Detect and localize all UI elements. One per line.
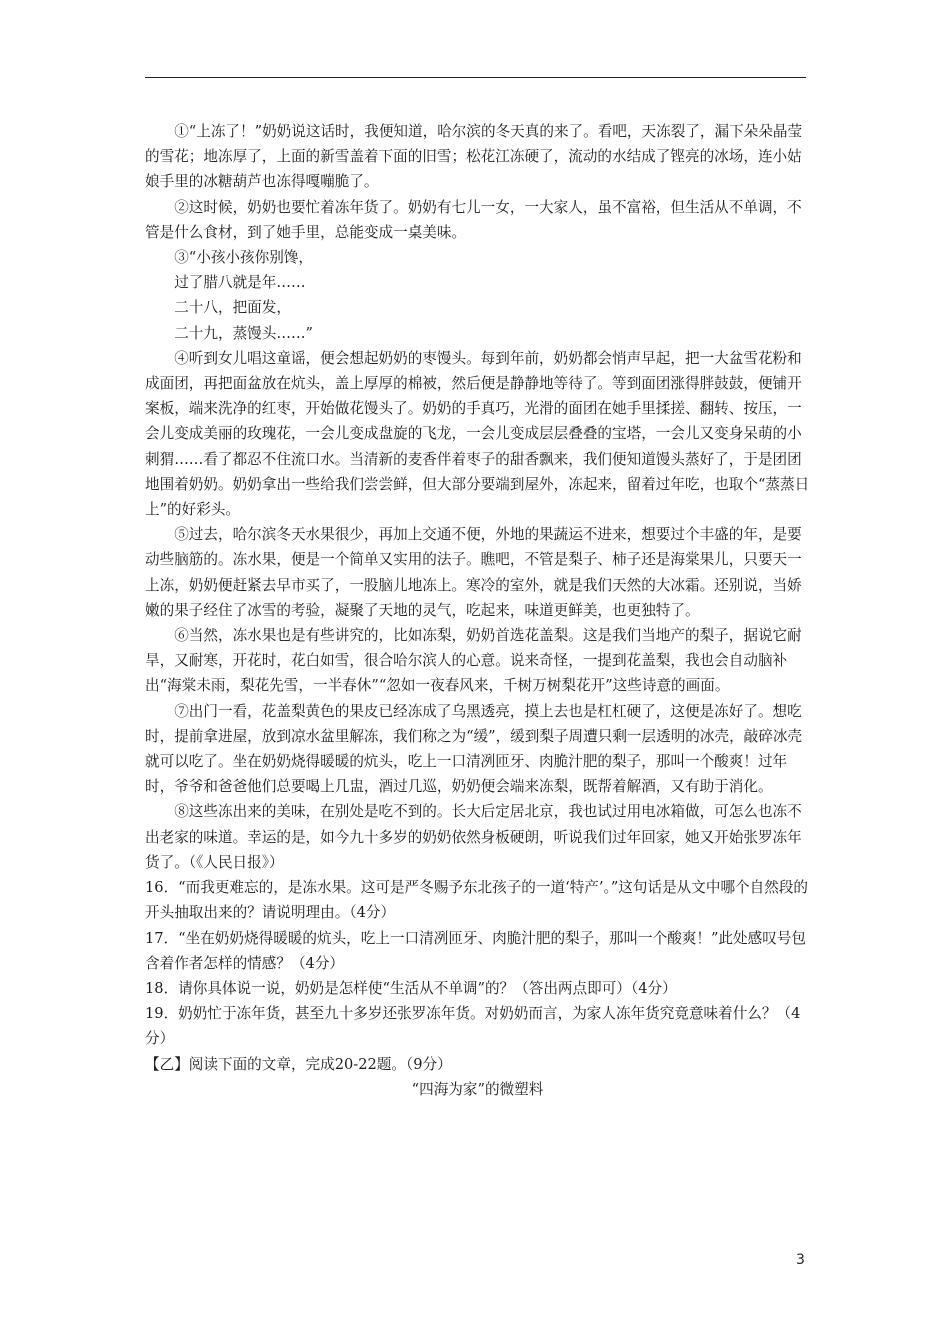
verse-line-4: 二十九，蒸馒头……” <box>174 324 313 342</box>
paragraph-2: ②这时候，奶奶也要忙着冻年货了。奶奶有七儿一女，一大家人，虽不富裕，但生活从不单调，不管是什么食材，到了她手里，总能变成一桌美味。 <box>145 198 802 241</box>
article-title: “四海为家”的微塑料 <box>411 1080 544 1098</box>
verse-line-1: ③“小孩小孩你别馋， <box>174 249 313 267</box>
question-16: 16．“而我更难忘的，是冻水果。这可是严冬赐予东北孩子的一道‘特产’。”这句话是从文中哪个自然段的开头抽取出来的？请说明理由。（4分） <box>145 879 809 922</box>
paragraph-7: ⑦出门一看，花盖梨黄色的果皮已经冻成了乌黑透亮，摸上去也是杠杠硬了，这便是冻好了。想吃时，提前拿进屋，放到凉水盆里解冻，我们称之为“缓”，缓到梨子周遭只剩一层透明的冰壳，敲碎冰壳就可以吃了。坐在奶奶烧得暖暖的炕头，吃上一口清冽匝牙、肉脆汁肥的梨子，那叫一个酸爽！过年时，爷爷和爸爸他们总要喝上几盅，酒过几巡，奶奶便会端来冻梨，既帮着解酒，又有助于消化。 <box>145 702 803 796</box>
question-17: 17．“坐在奶奶烧得暖暖的炕头，吃上一口清冽匝牙、肉脆汁肥的梨子，那叫一个酸爽！”此处感叹号包含着作者怎样的情感？（4分） <box>145 929 807 972</box>
paragraph-1: ①“上冻了！”奶奶说这话时，我便知道，哈尔滨的冬天真的来了。看吧，天冻裂了，漏下朵朵晶莹的雪花；地冻厚了，上面的新雪盖着下面的旧雪；松花江冻硬了，流动的水结成了铿亮的冰场，连小姑娘手里的冰糖葫芦也冻得嘎嘣脆了。 <box>145 123 803 191</box>
header-rule <box>145 77 806 78</box>
verse-line-3: 二十八，把面发， <box>174 299 291 317</box>
question-18: 18．请你具体说一说，奶奶是怎样使“生活从不单调”的？（答出两点即可）（4分） <box>145 979 677 997</box>
verse-line-2: 过了腊八就是年…… <box>174 274 306 292</box>
page-number: 3 <box>796 1252 805 1268</box>
question-19: 19．奶奶忙于冻年货，甚至九十多岁还张罗冻年货。对奶奶而言，为家人冻年货究竟意味着什么？（4分） <box>145 1005 801 1048</box>
document-body <box>145 119 810 1102</box>
section-b-heading: 【乙】阅读下面的文章，完成20-22题。（9分） <box>145 1055 452 1073</box>
paragraph-5: ⑤过去，哈尔滨冬天水果很少，再加上交通不便，外地的果蔬运不进来，想要过个丰盛的年，是要动些脑筋的。冻水果，便是一个简单又实用的法子。瞧吧，不管是梨子、柿子还是海棠果儿，只要天一上冻，奶奶便赶紧去早市买了，一股脑儿地冻上。寒冷的室外，就是我们天然的大冰霜。还别说，当娇嫩的果子经住了冰雪的考验，凝聚了天地的灵气，吃起来，味道更鲜美，也更独特了。 <box>145 526 802 619</box>
paragraph-4: ④听到女儿唱这童谣，便会想起奶奶的枣馒头。每到年前，奶奶都会悄声早起，把一大盆雪花粉和成面团，再把面盆放在炕头，盖上厚厚的棉被，然后便是静静地等待了。等到面团涨得胖鼓鼓，便铺开案板，端来洗净的红枣，开始做花馒头了。奶奶的手真巧，光滑的面团在她手里揉搓、翻转、按压，一会儿变成美丽的玫瑰花，一会儿变成盘旋的飞龙，一会儿变成层层叠叠的宝塔，一会儿又变身呆萌的小刺猬……看了都忍不住流口水。当清新的麦香伴着枣子的甜香飘来，我们便知道馒头蒸好了，于是团团地围着奶奶。奶奶拿出一些给我们尝尝鲜，但大部分要端到屋外，冻起来，留着过年吃，也取个“蒸蒸日上”的好彩头。 <box>145 349 810 519</box>
paragraph-8: ⑧这些冻出来的美味，在别处是吃不到的。长大后定居北京，我也试过用电冰箱做，可怎么也冻不出老家的味道。幸运的是，如今九十多岁的奶奶依然身板硬朗，听说我们过年回家，她又开始张罗冻年货了。（《人民日报》） <box>145 803 802 871</box>
paragraph-6: ⑥当然，冻水果也是有些讲究的，比如冻梨，奶奶首选花盖梨。这是我们当地产的梨子，据说它耐旱，又耐寒，开花时，花白如雪，很合哈尔滨人的心意。说来奇怪，一提到花盖梨，我也会自动脑补出“海棠未雨，梨花先雪，一半春休”“忽如一夜春风来，千树万树梨花开”这些诗意的画面。 <box>145 627 802 695</box>
